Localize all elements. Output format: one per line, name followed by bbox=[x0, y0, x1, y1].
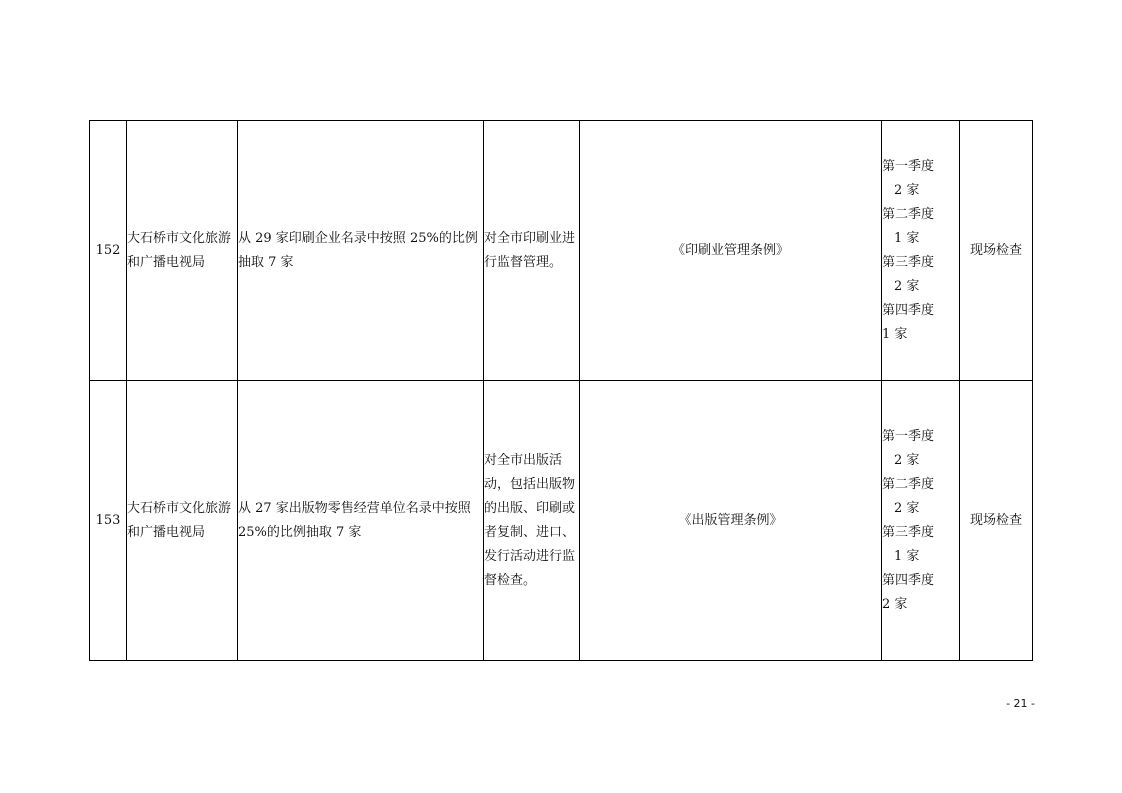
legal-basis-cell: 《印刷业管理条例》 bbox=[580, 121, 882, 381]
inspection-method-cell: 现场检查 bbox=[960, 381, 1033, 661]
inspection-item-cell: 对全市印刷业进行监督管理。 bbox=[484, 121, 580, 381]
schedule-q3-label: 第三季度 bbox=[882, 254, 935, 270]
quarterly-schedule-cell bbox=[882, 381, 960, 661]
schedule-q1-count: 2 家 bbox=[894, 452, 920, 468]
schedule-q2-count: 1 家 bbox=[894, 230, 920, 246]
department-cell: 大石桥市文化旅游和广播电视局 bbox=[127, 381, 238, 661]
table-row bbox=[90, 381, 1033, 661]
row-number: 152 bbox=[90, 121, 127, 381]
schedule-q1-count: 2 家 bbox=[894, 182, 920, 198]
schedule-q2-label: 第二季度 bbox=[882, 476, 935, 492]
schedule-q4-count: 2 家 bbox=[882, 596, 908, 612]
department-cell: 大石桥市文化旅游和广播电视局 bbox=[127, 121, 238, 381]
inspection-method-cell: 现场检查 bbox=[960, 121, 1033, 381]
inspection-table bbox=[89, 120, 1033, 661]
quarterly-schedule-cell bbox=[882, 121, 960, 381]
schedule-q4-count: 1 家 bbox=[882, 326, 908, 342]
schedule-q1-label: 第一季度 bbox=[882, 428, 935, 444]
schedule-q3-count: 2 家 bbox=[894, 278, 920, 294]
schedule-q4-label: 第四季度 bbox=[882, 302, 935, 318]
sampling-content-cell: 从 27 家出版物零售经营单位名录中按照 25%的比例抽取 7 家 bbox=[238, 381, 484, 661]
page-number: - 21 - bbox=[1006, 697, 1035, 710]
schedule-q3-count: 1 家 bbox=[894, 548, 920, 564]
sampling-content-cell: 从 29 家印刷企业名录中按照 25%的比例抽取 7 家 bbox=[238, 121, 484, 381]
inspection-item-cell: 对全市出版活动，包括出版物的出版、印刷或者复制、进口、发行活动进行监督检查。 bbox=[484, 381, 580, 661]
schedule-q2-label: 第二季度 bbox=[882, 206, 935, 222]
table-row bbox=[90, 121, 1033, 381]
schedule-q1-label: 第一季度 bbox=[882, 158, 935, 174]
row-number: 153 bbox=[90, 381, 127, 661]
legal-basis-cell: 《出版管理条例》 bbox=[580, 381, 882, 661]
schedule-q3-label: 第三季度 bbox=[882, 524, 935, 540]
schedule-q2-count: 2 家 bbox=[894, 500, 920, 516]
schedule-q4-label: 第四季度 bbox=[882, 572, 935, 588]
